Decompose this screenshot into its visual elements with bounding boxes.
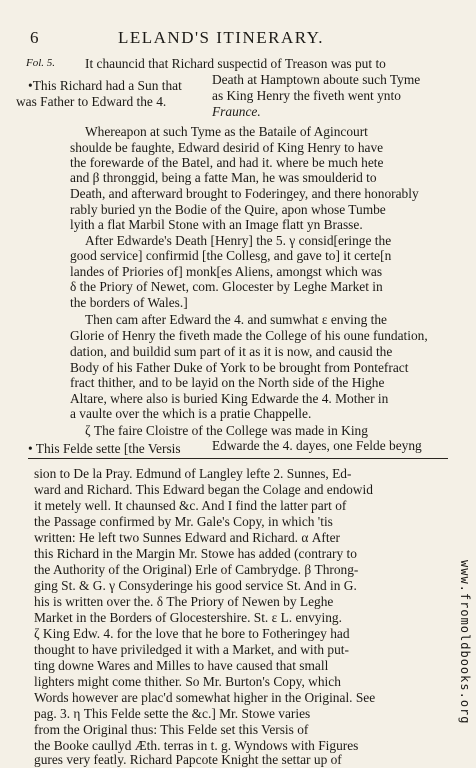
footnote-line: the Authority of the Original) Erle of Cambrydge. β Throng-	[34, 562, 359, 577]
footnote-line: Market in the Borders of Glocestershire. St. ε L. envying.	[34, 610, 342, 625]
body-line: ζ The faire Cloistre of the College was made in King	[85, 423, 368, 438]
body-line: Then cam after Edward the 4. and sumwhat ε enving the	[85, 312, 387, 327]
running-head: LELAND'S ITINERARY.	[118, 28, 324, 47]
body-line: the forewarde of the Batel, and had it. where be much hete	[70, 155, 384, 170]
body-line: fract thither, and to be layid on the North side of the Highe	[70, 375, 385, 390]
footnote-line: sion to De la Pray. Edmund of Langley lefte 2. Sunnes, Ed-	[34, 466, 352, 481]
footnote-line: written: He left two Sunnes Edward and Richard. α After	[34, 530, 340, 545]
footnote-line: pag. 3. η This Felde sette the &c.] Mr. Stowe varies	[34, 706, 311, 721]
body-line: Body of his Father Duke of York to be brought from Pontefract	[70, 360, 409, 375]
body-line: After Edwarde's Death [Henry] the 5. γ consid[eringe the	[85, 233, 392, 248]
side-note-2: • This Felde sette [the Versis	[28, 441, 181, 456]
body-line: It chauncid that Richard suspectid of Treason was put to	[85, 56, 386, 71]
footnote-line: thought to have priviledged it with a Market, and with put-	[34, 642, 349, 657]
body-line: shoulde be faughte, Edward desirid of King Henry to have	[70, 140, 384, 155]
side-note-1-line-2: was Father to Edward the 4.	[16, 94, 167, 109]
footnote-line: lighters might come thither. So Mr. Burton's Copy, which	[34, 674, 341, 689]
page-header	[0, 28, 476, 52]
footnote-line: from the Original thus: This Felde set this Versis of	[34, 722, 309, 737]
footnote-rule	[28, 458, 448, 459]
watermark: www.fromoldbooks.org	[458, 560, 472, 725]
folio-marker: Fol. 5.	[26, 57, 56, 69]
body-line: lyith a flat Marbil Stone with an Image flatt yn Brasse.	[70, 217, 363, 232]
footnote-line: his is written over the. δ The Priory of Newen by Leghe	[34, 594, 334, 609]
footnote-line: ging St. & G. γ Consyderinge his good service St. And in G.	[34, 578, 357, 593]
footnote-line: ting downe Wares and Milles to have caused that small	[34, 658, 329, 673]
body-line: a vaulte over the which is a pratie Chappelle.	[70, 406, 312, 421]
body-line: landes of Priories of] monk[es Aliens, amongst which was	[70, 264, 383, 279]
footnote-line: the Passage confirmed by Mr. Gale's Copy, in which 'tis	[34, 514, 333, 529]
body-line: Edwarde the 4. dayes, one Felde beyng	[212, 438, 422, 453]
footnote-line: ζ King Edw. 4. for the love that he bore to Fotheringey had	[34, 626, 350, 641]
body-line: Fraunce.	[212, 104, 261, 119]
footnote-line: Words however are plac'd somewhat higher in the Original. See	[34, 690, 376, 705]
body-line: Altare, where also is buried King Edwarde the 4. Mother in	[70, 391, 389, 406]
body-line: Whereapon at such Tyme as the Bataile of Agincourt	[85, 124, 368, 139]
side-note-1-line-1: •This Richard had a Sun that	[28, 78, 182, 93]
footnote-line: ward and Richard. This Edward began the Colage and endowid	[34, 482, 373, 497]
footnote-line: the Booke caullyd Æth. terras in t. g. Wyndows with Figures	[34, 738, 359, 753]
body-line: good service] confirmid [the Collesg, and gave to] it certe[n	[70, 248, 392, 263]
body-line: and β thronggid, being a fatte Man, he was smoulderid to	[70, 170, 377, 185]
body-line: rably buried yn the Bodie of the Quire, apon whose Tumbe	[70, 202, 386, 217]
body-line: Death at Hamptown aboute such Tyme	[212, 72, 421, 87]
footnote-line: this Richard in the Margin Mr. Stowe has added (contrary to	[34, 546, 357, 561]
footnote-line: gures very featly. Richard Papcote Knight the settar up of	[34, 752, 342, 767]
body-line: the borders of Wales.]	[70, 295, 188, 310]
body-line: as King Henry the fiveth went ynto	[212, 88, 401, 103]
footnote-line: it metely well. It chaunsed &c. And I find the latter part of	[34, 498, 347, 513]
body-line: dation, and buildid sum part of it as it is now, and causid the	[70, 344, 393, 359]
page-number: 6	[30, 28, 39, 47]
body-line: Death, and afterward brought to Foderingey, and there honorably	[70, 186, 419, 201]
body-line: Glorie of Henry the fiveth made the College of his oune fundation,	[70, 328, 428, 343]
body-line: δ the Priory of Newet, com. Glocester by Leghe Market in	[70, 279, 383, 294]
